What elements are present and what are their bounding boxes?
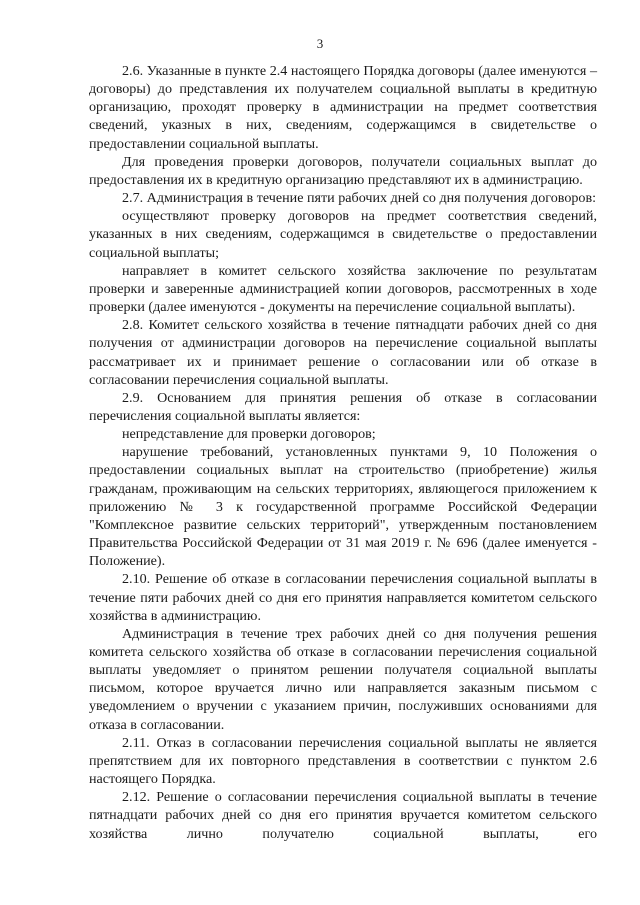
paragraph-2-8: 2.8. Комитет сельского хозяйства в течение пятнадцати рабочих дней со дня получения от администрации договоров на перечисление социальной выплаты рассматривает их и принимает решение о согласовании или об отказе в согласовании перечисления социальной выплаты. (89, 317, 597, 388)
paragraph-2-11: 2.11. Отказ в согласовании перечисления социальной выплаты не является препятствием для их повторного представления в соответствии с пунктом 2.6 настоящего Порядка. (89, 734, 597, 788)
paragraph-2-9-item-1: непредставление для проверки договоров; (122, 426, 376, 443)
paragraph-2-6: 2.6. Указанные в пункте 2.4 настоящего Порядка договоры (далее именуются – договоры) до представления их получателем социальной выплаты в кредитную организацию, проходят проверку в администрации на предмет соответствия сведений, указных в них, сведениям, содержащимся в свидетельстве о предоставлении социальной выплаты. (89, 63, 597, 152)
paragraph-2-7-item-2: направляет в комитет сельского хозяйства заключение по результатам проверки и заверенные администрацией копии договоров, рассмотренных в ходе проверки (далее именуются - документы на перечисление социальной выплаты). (89, 262, 597, 316)
document-body (89, 62, 597, 843)
paragraph-2-10: 2.10. Решение об отказе в согласовании перечисления социальной выплаты в течение пяти рабочих дней со дня его принятия направляется комитетом сельского хозяйства в администрацию. (89, 571, 597, 624)
paragraph-2-12: 2.12. Решение о согласовании перечисления социальной выплаты в течение пятнадцати рабочих дней со дня его принятия вручается комитетом сельского хозяйства лично получателю социальной выплаты, его (89, 789, 597, 842)
paragraph-verification-note: Для проведения проверки договоров, получатели социальных выплат до предоставления их в кредитную организацию представляют их в администрацию. (89, 153, 597, 188)
paragraph-2-10-notice: Администрация в течение трех рабочих дней со дня получения решения комитета сельского хозяйства об отказе в согласовании перечисления социальной выплаты уведомляет о принятом решении получателя социальной выплаты письмом, которое вручается лично или направляется заказным письмом с уведомлением о вручении с указанием причин, послуживших основаниями для отказа в согласовании. (89, 625, 597, 733)
paragraph-2-9-item-2: нарушение требований, установленных пунктами 9, 10 Положения о предоставлении социальных выплат на строительство (приобретение) жилья гражданам, проживающим на сельских территориях, являющегося приложением к приложению № 3 к государственной программе Российской Федерации "Комплексное развитие сельских территорий", утвержденным постановлением Правительства Российской Федерации от 31 мая 2019 г. № 696 (далее именуется - Положение). (89, 444, 597, 570)
paragraph-2-9: 2.9. Основанием для принятия решения об отказе в согласовании перечисления социальной выплаты является: (89, 389, 597, 424)
paragraph-2-7: 2.7. Администрация в течение пяти рабочих дней со дня получения договоров: (122, 190, 597, 207)
paragraph-2-7-item-1: осуществляют проверку договоров на предмет соответствия сведений, указанных в них сведениям, содержащимся в свидетельстве о предоставлении социальной выплаты; (89, 208, 597, 261)
page-number: 3 (316, 36, 324, 51)
